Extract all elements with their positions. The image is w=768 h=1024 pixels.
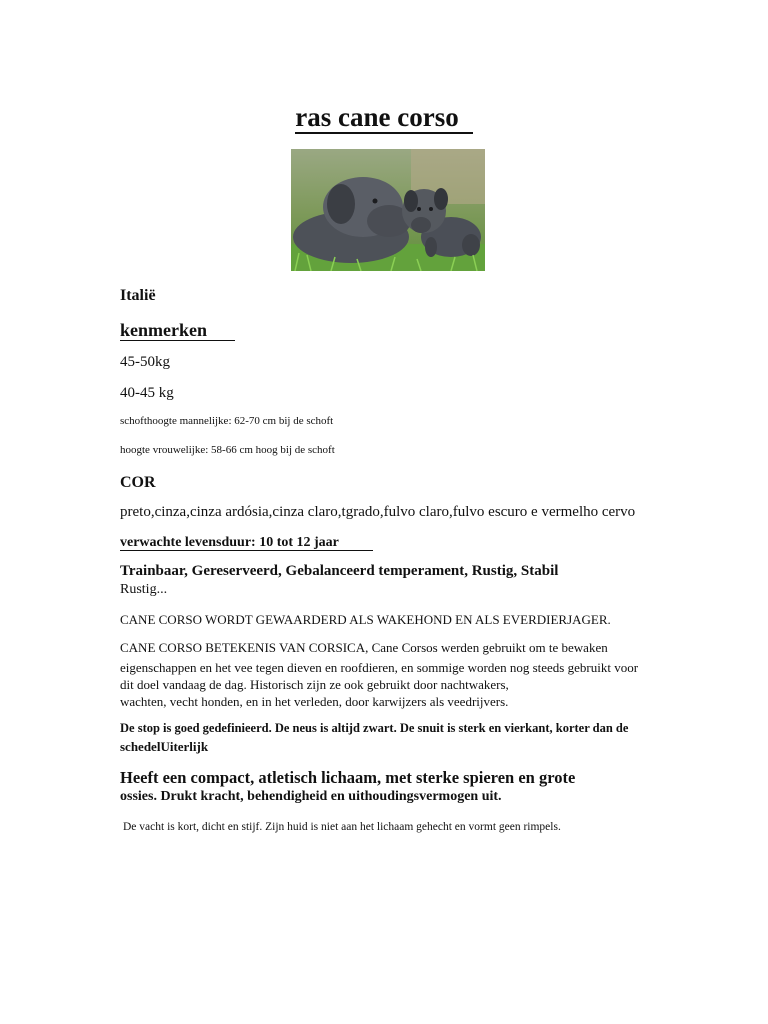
lifespan: verwachte levensduur: 10 tot 12 jaar bbox=[120, 535, 373, 551]
meaning-line-1: CANE CORSO BETEKENIS VAN CORSICA, Cane Corsos werden gebruikt om te bewaken bbox=[120, 640, 608, 655]
stop-line-2: schedelUiterlijk bbox=[120, 739, 209, 754]
cane-corso-photo bbox=[291, 149, 485, 271]
meaning-line-3: dit doel vandaag de dag. Historisch zijn ze ook gebruikt door nachtwakers, bbox=[120, 677, 509, 692]
valued-as: CANE CORSO WORDT GEWAARDERD ALS WAKEHOND EN ALS EVERDIERJAGER. bbox=[120, 612, 611, 627]
height-male: schofthoogte mannelijke: 62-70 cm bij de schoft bbox=[120, 415, 334, 427]
weight-female: 40-45 kg bbox=[120, 385, 174, 401]
stop-line-1: De stop is goed gedefinieerd. De neus is altijd zwart. De snuit is sterk en vierkant, korter dan de bbox=[120, 721, 629, 735]
colors-list: preto,cinza,cinza ardósia,cinza claro,tgrado,fulvo claro,fulvo escuro e vermelho cervo bbox=[120, 504, 636, 520]
body-line-1: Heeft een compact, atletisch lichaam, met sterke spieren en grote bbox=[120, 768, 576, 787]
document-title: ras cane corso bbox=[0, 100, 768, 134]
color-heading: COR bbox=[120, 474, 156, 491]
body-line-2: ossies. Drukt kracht, behendigheid en uithoudingsvermogen uit. bbox=[120, 789, 502, 804]
temperament: Trainbaar, Gereserveerd, Gebalanceerd temperament, Rustig, Stabil bbox=[120, 563, 559, 579]
characteristics-heading: kenmerken bbox=[120, 320, 235, 341]
coat-description: De vacht is kort, dicht en stijf. Zijn huid is niet aan het lichaam gehecht en vormt geen rimpels. bbox=[123, 821, 561, 833]
country-label: Italië bbox=[120, 287, 156, 304]
height-female: hoogte vrouwelijke: 58-66 cm hoog bij de schoft bbox=[120, 444, 335, 456]
meaning-line-4: wachten, vecht honden, en in het verleden, door karwijzers als veedrijvers. bbox=[120, 694, 509, 709]
weight-male: 45-50kg bbox=[120, 354, 170, 370]
dog-image-illustration bbox=[291, 149, 485, 271]
temperament-continued: Rustig... bbox=[120, 582, 168, 597]
meaning-line-2: eigenschappen en het vee tegen dieven en roofdieren, en sommige worden nog steeds gebruikt voor bbox=[120, 660, 639, 675]
